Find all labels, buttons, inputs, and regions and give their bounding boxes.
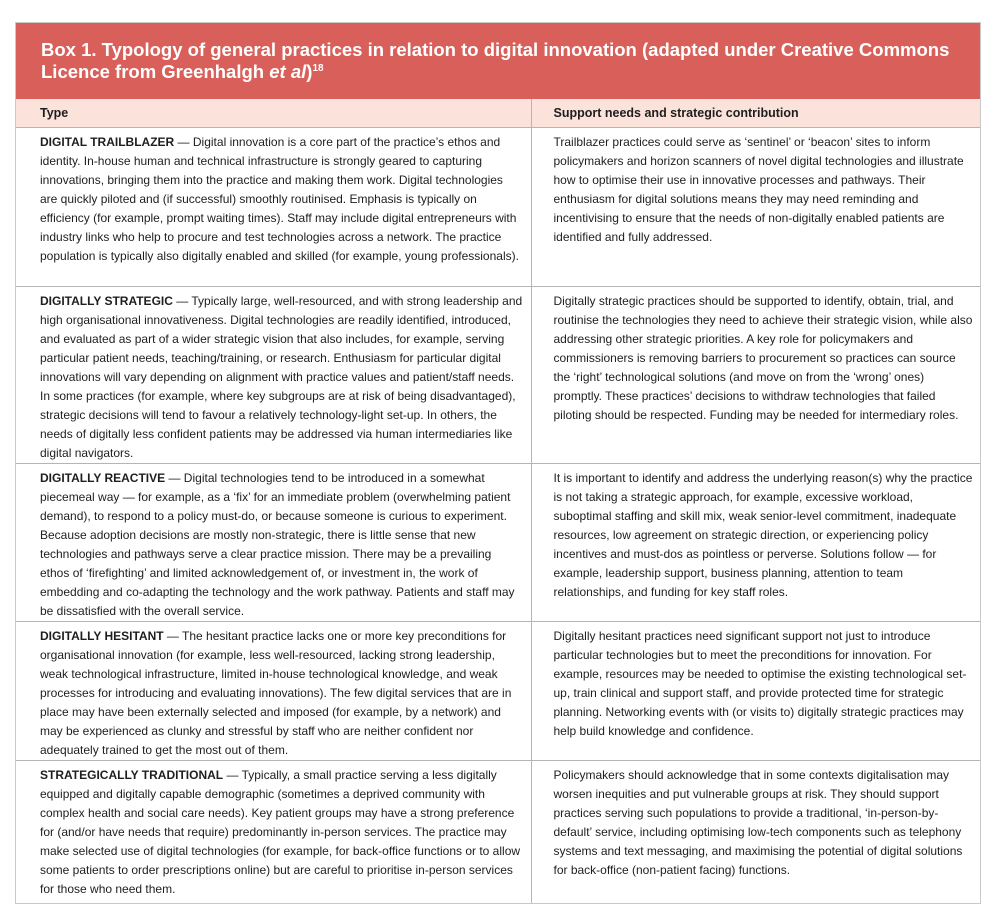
support-cell: It is important to identify and address the underlying reason(s) why the practice is not taking a strategic approach, for example, excessive workload, suboptimal staffing and skill mix, weak senior-level commitment, inadequate resources, low agreement on strategic direction, or experiencing policy incentives and must-dos as pointless or perverse. Solutions follow — for example, leadership support, business planning, attention to team relationships, and funding for key staff roles.: [531, 464, 980, 622]
title-reference: 18: [312, 63, 324, 74]
typology-box: [15, 22, 981, 904]
type-description: — Typically large, well-resourced, and with strong leadership and high organisational innovativeness. Digital technologies are readily identified, introduced, and evaluated as part of a wider strategic vision that also includes, for example, serving particular patient needs, teaching/training, or research. Enthusiasm for particular digital innovations will vary depending on alignment with practice values and patient/staff needs. In some practices (for example, where key subgroups are at risk of being disadvantaged), strategic decisions will tend to favour a relatively technology-light set-up. In others, the needs of digitally less confident patients may be addressed via human intermediaries like digital navigators.: [40, 294, 523, 460]
table-row-digital-trailblazer: [16, 128, 980, 287]
type-cell: [16, 761, 531, 905]
type-description: — Digital technologies tend to be introduced in a somewhat piecemeal way — for example, as a ‘fix’ for an immediate problem (overwhelming patient demand), to respond to a policy must-do, or because someone is curious to experiment. Because adoption decisions are mostly non-strategic, there is little sense that new technologies and pathways serve a clear practice mission. There may be a prevailing ethos of ‘firefighting’ and limited acknowledgement of, or investment in, the work of embedding and co-adapting the technology and the work pathway. Patients and staff may be dissatisfied with the overall service.: [40, 471, 515, 618]
type-cell: [16, 287, 531, 464]
type-description: — Digital innovation is a core part of the practice’s ethos and identity. In-house human and technical infrastructure is strongly geared to capturing innovations, bringing them into the practice and making them work. Digital technologies are quickly piloted and (if successful) smoothly routinised. Emphasis is typically on efficiency (for example, prompt waiting times). Staff may include digital entrepreneurs with industry links who help to procure and test technologies across a network. The practice population is typically also digitally enabled and skilled (for example, young professionals).: [40, 135, 519, 263]
type-cell: [16, 622, 531, 761]
title-main: Box 1. Typology of general practices in relation to digital innovation (adapted under Creative Commons Licence from Greenhalgh: [41, 39, 950, 82]
table-row-strategically-traditional: [16, 761, 980, 905]
type-cell: [16, 128, 531, 287]
title-italic: et al: [269, 61, 307, 82]
table-row-digitally-strategic: [16, 287, 980, 464]
type-description: — The hesitant practice lacks one or more key preconditions for organisational innovation (for example, less well-resourced, lacking strong leadership, weak technological infrastructure, limited in-house technological knowledge, and weak processes for introducing and evaluating innovations). The few digital services that are in place may have been externally selected and imposed (for example, by a network) and may be experienced as clunky and stressful by staff who are neither confident nor adequately trained to get the most out of them.: [40, 629, 512, 757]
table-row-digitally-reactive: [16, 464, 980, 622]
type-label: STRATEGICALLY TRADITIONAL: [40, 768, 224, 782]
typology-table: [16, 99, 980, 904]
header-support: Support needs and strategic contribution: [531, 99, 980, 128]
type-label: DIGITALLY REACTIVE: [40, 471, 166, 485]
type-label: DIGITALLY HESITANT: [40, 629, 164, 643]
type-description: — Typically, a small practice serving a less digitally equipped and digitally capable demographic (sometimes a deprived community with complex health and social care needs). Key patient groups may have a strong preference for (and/or have needs that require) predominantly in-person services. The practice may make selected use of digital technologies (for example, for back-office functions or to allow some patients to order prescriptions online) but are careful to prioritise in-person services for those who need them.: [40, 768, 521, 896]
support-cell: Trailblazer practices could serve as ‘sentinel’ or ‘beacon’ sites to inform policymakers and horizon scanners of novel digital technologies and illustrate how to optimise their use in innovative processes and pathways. Their enthusiasm for digital solutions means they may need reminding and incentivising to ensure that the needs of non-digitally enabled patients are identified and fully addressed.: [531, 128, 980, 287]
title-close: ): [306, 61, 313, 82]
header-type: Type: [16, 99, 531, 128]
box-title: [16, 23, 980, 99]
support-cell: Policymakers should acknowledge that in some contexts digitalisation may worsen inequities and put vulnerable groups at risk. They should support practices serving such populations to provide a traditional, ‘in-person-by-default’ service, including optimising low-tech components such as telephony systems and text messaging, and maximising the potential of digital solutions for back-office (non-patient facing) functions.: [531, 761, 980, 905]
type-label: DIGITALLY STRATEGIC: [40, 294, 173, 308]
support-cell: Digitally hesitant practices need significant support not just to introduce particular technologies but to meet the preconditions for innovation. For example, resources may be needed to optimise the existing technological set-up, train clinical and support staff, and provide protected time for strategic planning. Networking events with (or visits to) digitally strategic practices may help build knowledge and confidence.: [531, 622, 980, 761]
support-cell: Digitally strategic practices should be supported to identify, obtain, trial, and routinise the technologies they need to achieve their strategic vision, while also addressing other strategic priorities. A key role for policymakers and commissioners is removing barriers to procurement so practices can source the ‘right’ technological solutions (and move on from the ‘wrong’ ones) promptly. These practices’ decisions to withdraw technologies that failed piloting should be respected. Funding may be needed for intermediary roles.: [531, 287, 980, 464]
type-label: DIGITAL TRAILBLAZER: [40, 135, 175, 149]
table-row-digitally-hesitant: [16, 622, 980, 761]
type-cell: [16, 464, 531, 622]
table-header-row: [16, 99, 980, 128]
